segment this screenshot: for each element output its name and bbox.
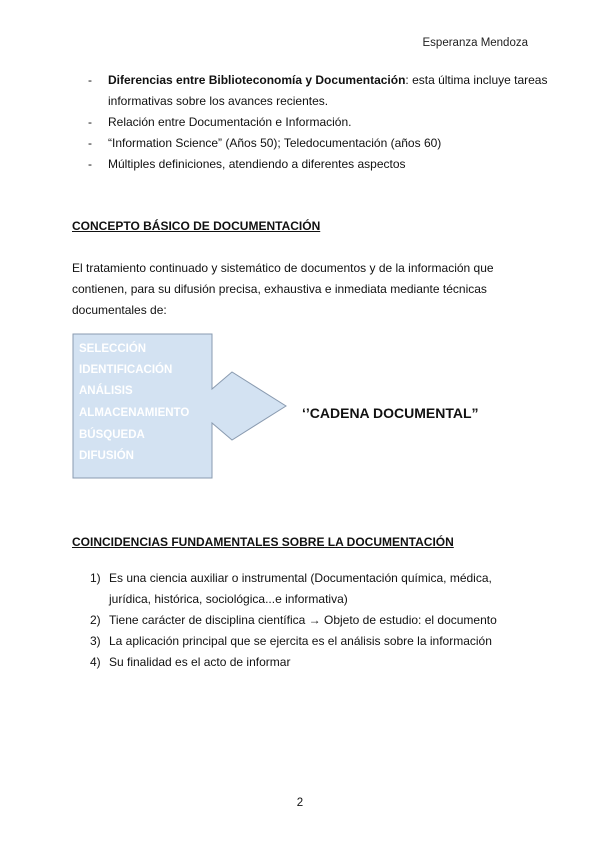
numbered-item [90, 568, 530, 610]
process-step: ALMACENAMIENTO [79, 407, 190, 419]
bullet-marker: - [88, 136, 92, 150]
bullet-marker: - [88, 73, 92, 87]
cadena-documental-label: ‘’CADENA DOCUMENTAL” [302, 405, 479, 421]
item-text: La aplicación principal que se ejercita es el análisis sobre la información [109, 634, 492, 648]
bullet-text: : esta última incluye tareas informativas sobre los avances recientes. [108, 73, 548, 108]
item-number: 3) [90, 634, 101, 648]
item-text: Es una ciencia auxiliar o instrumental (Documentación química, médica, jurídica, histórica, sociológica...e informativa) [109, 571, 492, 606]
item-number: 4) [90, 655, 101, 669]
numbered-item [90, 610, 530, 631]
numbered-item [90, 652, 530, 673]
page-header-author: Esperanza Mendoza [422, 37, 528, 49]
bullet-marker: - [88, 115, 92, 129]
numbered-item [90, 631, 530, 652]
section-heading-coincidencias: COINCIDENCIAS FUNDAMENTALES SOBRE LA DOCUMENTACIÓN [72, 535, 454, 549]
bullet-text: Relación entre Documentación e Información. [108, 115, 352, 129]
bullet-item [88, 112, 548, 133]
process-step: SELECCIÓN [79, 343, 147, 355]
bullet-text: “Information Science” (Años 50); Teledocumentación (años 60) [108, 136, 442, 150]
section-heading-concepto: CONCEPTO BÁSICO DE DOCUMENTACIÓN [72, 219, 321, 233]
process-step: BÚSQUEDA [79, 429, 145, 441]
item-text: Tiene carácter de disciplina científica → Objeto de estudio: el documento [109, 613, 497, 627]
bullet-item [88, 70, 548, 112]
bullet-bold-text: Diferencias entre Biblioteconomía y Documentación [108, 73, 406, 87]
concept-paragraph: El tratamiento continuado y sistemático de documentos y de la información que contienen, para su difusión precisa, exhaustiva e inmediata mediante técnicas documentales de: [72, 261, 494, 317]
bullet-item [88, 133, 548, 154]
item-number: 2) [90, 613, 101, 627]
process-step: IDENTIFICACIÓN [79, 364, 173, 376]
process-step: ANÁLISIS [79, 385, 133, 397]
item-text: Su finalidad es el acto de informar [109, 655, 291, 669]
intro-bullet-list [88, 70, 548, 175]
process-arrow-diagram [72, 333, 288, 479]
bullet-item [88, 154, 548, 175]
page-number: 2 [296, 797, 304, 809]
coincidencias-numbered-list [90, 568, 530, 673]
bullet-text: Múltiples definiciones, atendiendo a diferentes aspectos [108, 157, 406, 171]
bullet-marker: - [88, 157, 92, 171]
item-number: 1) [90, 571, 101, 585]
process-step: DIFUSIÓN [79, 450, 134, 462]
